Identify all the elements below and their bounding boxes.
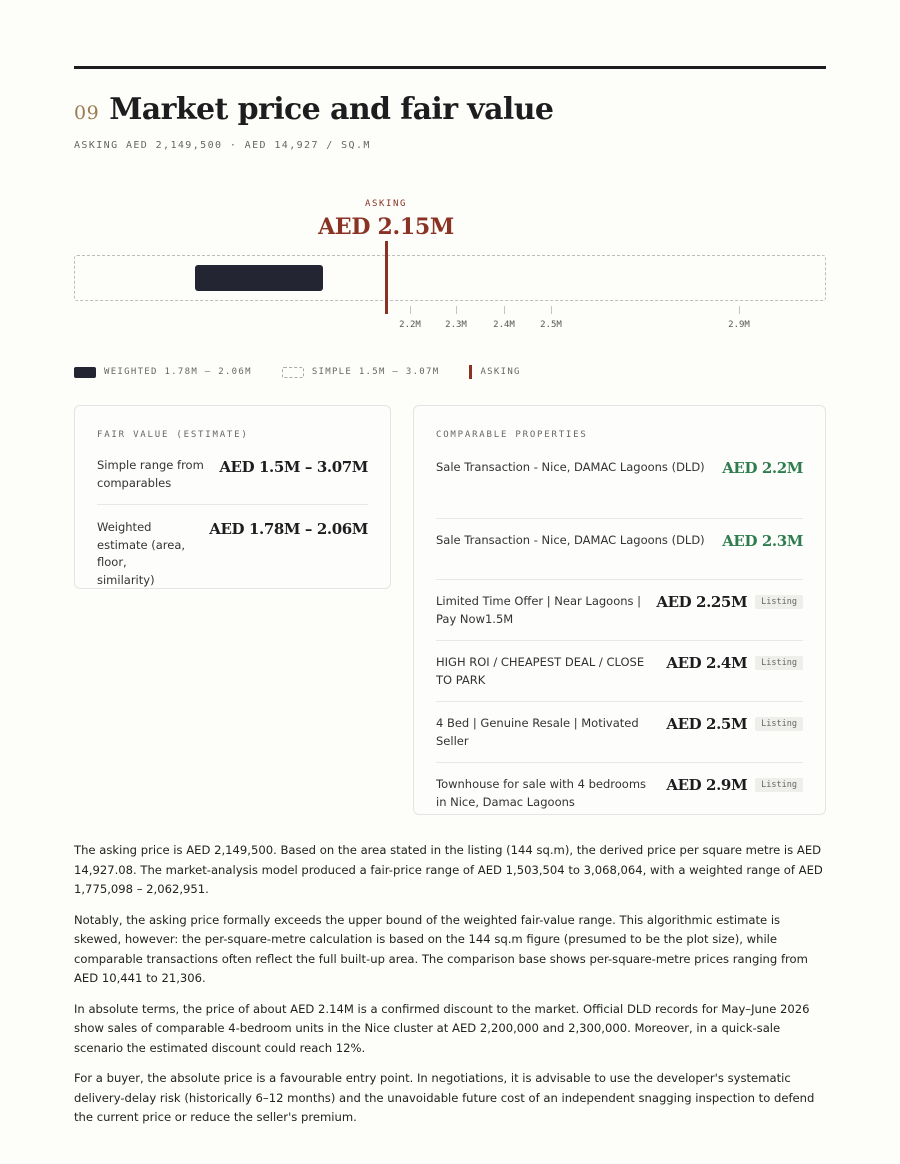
comparable-title: Sale Transaction - Nice, DAMAC Lagoons (DLD) [436, 533, 705, 547]
comparable-row [436, 518, 803, 579]
comparable-tick [739, 306, 740, 314]
tick-label: 2.2M [399, 320, 421, 330]
analysis-paragraph: For a buyer, the absolute price is a favourable entry point. In negotiations, it is advisable to use the developer's systematic delivery-delay risk (historically 6–12 months) and the unavoidable future cost of an independent snagging inspection to defend the current price or reduce the seller's premium. [74, 1071, 815, 1124]
asking-price-subtitle: ASKING AED 2,149,500 · AED 14,927 / SQ.M [74, 140, 371, 151]
comparables-caption: COMPARABLE PROPERTIES [436, 430, 588, 440]
comparable-tick [551, 306, 552, 314]
legend-weighted-label: WEIGHTED 1.78M – 2.06M [104, 367, 252, 377]
comparable-title: Townhouse for sale with 4 bedrooms in Nice, Damac Lagoons [436, 777, 647, 809]
asking-price-marker [385, 241, 388, 314]
weighted-range-bar [195, 265, 323, 291]
comparable-title: Sale Transaction - Nice, DAMAC Lagoons (DLD) [436, 460, 705, 474]
comparables-list [436, 457, 803, 823]
legend-simple-swatch [282, 367, 304, 378]
comparable-price: AED 2.25M [656, 593, 748, 611]
comparable-price: AED 2.3M [722, 532, 803, 550]
comparable-title: Limited Time Offer | Near Lagoons | Pay Now1.5M [436, 594, 642, 626]
comparable-row [436, 701, 803, 762]
comparable-tick [410, 306, 411, 314]
comparables-card [413, 405, 826, 815]
analysis-paragraph: The asking price is AED 2,149,500. Based on the area stated in the listing (144 sq.m), the derived price per square metre is AED 14,927.08. The market-analysis model produced a fair-price range of AED 1,503,504 to 3,068,064, with a weighted range of AED 1,775,098 – 2,062,951. [74, 843, 823, 896]
listing-badge: Listing [755, 778, 803, 792]
simple-range-band [74, 255, 826, 301]
legend-asking-swatch [469, 365, 472, 379]
tick-label: 2.4M [493, 320, 515, 330]
fair-value-card [74, 405, 391, 589]
fair-value-amount: AED 1.5M – 3.07M [219, 458, 368, 476]
comparable-row [436, 640, 803, 701]
listing-badge: Listing [755, 656, 803, 670]
comparable-row [436, 457, 803, 518]
comparable-tick [456, 306, 457, 314]
fair-value-caption: FAIR VALUE (ESTIMATE) [97, 430, 249, 440]
tick-label: 2.9M [728, 320, 750, 330]
fair-value-label: Weighted estimate (area, floor, similarity) [97, 520, 186, 587]
fair-value-row [97, 457, 368, 504]
comparable-price: AED 2.2M [722, 459, 803, 477]
section-heading [74, 92, 553, 127]
comparable-tick [504, 306, 505, 314]
comparable-price: AED 2.4M [666, 654, 748, 672]
comparable-row [436, 579, 803, 640]
comparable-price: AED 2.5M [666, 715, 748, 733]
asking-caption: ASKING [364, 199, 408, 209]
comparable-title: 4 Bed | Genuine Resale | Motivated Seller [436, 716, 639, 748]
comparable-row [436, 762, 803, 823]
fair-value-amount: AED 1.78M – 2.06M [209, 520, 368, 538]
section-number: 09 [74, 102, 100, 124]
fair-value-label: Simple range from comparables [97, 458, 204, 490]
analysis-paragraph: Notably, the asking price formally exceeds the upper bound of the weighted fair-value range. This algorithmic estimate is skewed, however: the per-square-metre calculation is based on the 144 sq.m figure (presumed to be the plot size), while comparable transactions often reflect the full built-up area. The comparison base shows per-square-metre prices ranging from AED 10,441 to 21,306. [74, 912, 808, 985]
tick-label: 2.3M [445, 320, 467, 330]
legend-asking-label: ASKING [480, 367, 521, 377]
comparable-price: AED 2.9M [666, 776, 748, 794]
chart-legend [74, 365, 521, 379]
listing-badge: Listing [755, 595, 803, 609]
section-title: Market price and fair value [109, 92, 554, 127]
legend-simple-label: SIMPLE 1.5M – 3.07M [311, 367, 440, 377]
asking-price-label: AED 2.15M [318, 214, 454, 240]
analysis-paragraph: In absolute terms, the price of about AED 2.14M is a confirmed discount to the market. Official DLD records for May–June 2026 show sales of comparable 4-bedroom units in the Nice cluster at AED 2,200,000 and 2,300,000. Moreover, in a quick-sale scenario the estimated discount could reach 12%. [74, 1001, 810, 1055]
section-top-rule [74, 66, 826, 69]
listing-badge: Listing [755, 717, 803, 731]
comparable-title: HIGH ROI / CHEAPEST DEAL / CLOSE TO PARK [436, 655, 645, 687]
fair-value-row [97, 504, 368, 601]
legend-weighted-swatch [74, 367, 96, 378]
tick-label: 2.5M [540, 320, 562, 330]
analysis-text [74, 841, 828, 1139]
